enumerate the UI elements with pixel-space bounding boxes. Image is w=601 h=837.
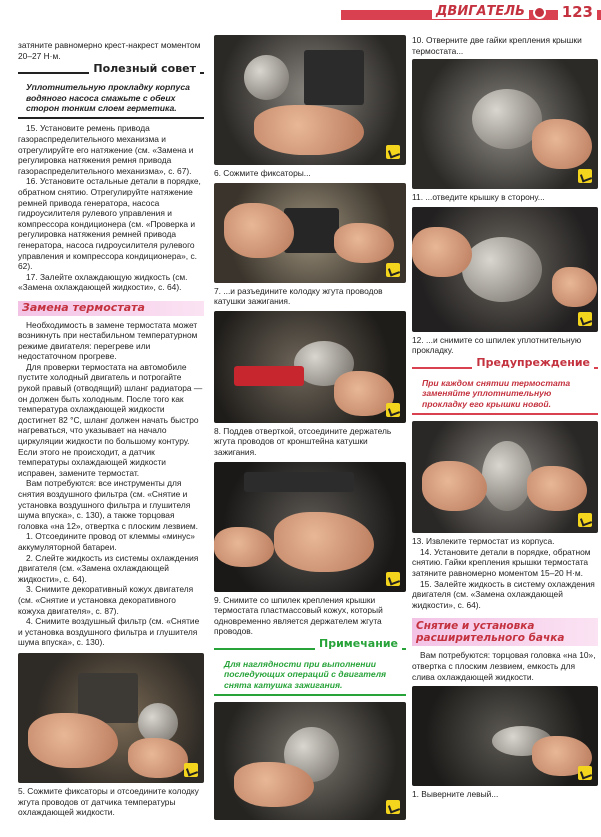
photo-step-5 <box>18 653 204 783</box>
page-header <box>0 0 601 30</box>
note-header <box>214 636 406 657</box>
column-1 <box>18 40 204 818</box>
arrow-badge-icon <box>578 513 592 527</box>
photo-caption: 7. ...и разъедините колодку жгута проводов катушки зажигания. <box>214 285 383 307</box>
photo-caption: 11. ...отведите крышку в сторону... <box>412 192 545 203</box>
warning-text: При каждом снятии термостата заменяйте уплотнительную прокладку его крышки новой. <box>412 376 598 415</box>
arrow-badge-icon <box>386 572 400 586</box>
photo-caption: 12. ...и снимите со шпилек уплотнительную прокладку. <box>412 334 582 356</box>
arrow-badge-icon <box>386 145 400 159</box>
paragraph: 17. Залейте охлаждающую жидкость (см. «Замена охлаждающей жидкости», с. 64). <box>18 271 188 293</box>
paragraph: затяните равномерно крест-накрест моментом 20–27 Н·м. <box>18 40 201 61</box>
photo-step-13 <box>412 421 598 533</box>
paragraph: Необходимость в замене термостата может возникнуть при нестабильном температурном режиме двигателя: перегреве или недостаточном прогреве. <box>18 319 198 362</box>
note-title: Примечание <box>315 639 402 650</box>
page-number: 123 <box>558 3 597 21</box>
arrow-badge-icon <box>386 403 400 417</box>
photo-step-10 <box>412 59 598 189</box>
paragraph: 16. Установите остальные детали в порядке, обратном снятию. Отрегулируйте натяжение ремней привода генератора, насоса гидроусилителя рулевого управления и компрессора кондиционера (см. «Проверка и регулировка натяжения ремней привода генератора, насоса гидроусилителя рулевого управления и компрессора кондиционера», с. 62). <box>18 176 201 272</box>
note-text: Для наглядности при выполнении последующих операций с двигателя снята катушка зажигания. <box>214 657 406 696</box>
paragraph: Вам потребуются: торцовая головка «на 10», отвертка с плоским лезвием, емкость для слива охлаждающей жидкости. <box>412 650 596 682</box>
header-dot-icon <box>533 6 546 19</box>
column-2 <box>214 40 406 823</box>
photo-step-7 <box>214 183 406 283</box>
photo-thermostat-cover <box>214 702 406 820</box>
section-heading: Замена термостата <box>18 301 204 316</box>
arrow-badge-icon <box>184 763 198 777</box>
arrow-badge-icon <box>578 169 592 183</box>
photo-caption: 13. Извлеките термостат из корпуса. <box>412 536 555 547</box>
arrow-badge-icon <box>386 800 400 814</box>
photo-caption: 9. Снимите со шпилек крепления крышки термостата пластмассовый кожух, который одновременно является держателем жгута проводов. <box>214 594 383 637</box>
paragraph: Вам потребуются: все инструменты для снятия воздушного фильтра (см. «Снятие и установка воздушного фильтра и глушителя шума впуска», с. 130), а также торцовая головка «на 12», отвертка с плоским лезвием. <box>18 478 198 531</box>
warning-header <box>412 355 598 376</box>
warning-title: Предупреждение <box>472 358 594 369</box>
photo-tank-step-1 <box>412 686 598 786</box>
step: 2. Слейте жидкость из системы охлаждения двигателя (см. «Замена охлаждающей жидкости», с. 64). <box>18 552 199 584</box>
step: 15. Залейте жидкость в систему охлаждения двигателя (см. «Замена охлаждающей жидкости», с. 64). <box>412 578 595 610</box>
photo-caption: 6. Сожмите фиксаторы... <box>214 168 311 178</box>
paragraph: 15. Установите ремень привода газораспределительного механизма и отрегулируйте его натяжение (см. «Замена и регулировка натяжения ремня привода газораспределительного механизма», с. 67). <box>18 123 194 176</box>
section-heading: Снятие и установка расширительного бачка <box>412 618 598 646</box>
arrow-badge-icon <box>386 263 400 277</box>
photo-caption: 8. Поддев отверткой, отсоедините держатель жгута проводов от кронштейна катушки зажигания. <box>214 425 392 457</box>
paragraph: Для проверки термостата на автомобиле пустите холодный двигатель и потрогайте рукой правый (отводящий) шланг радиатора — он должен быть холодным. После того как температура охлаждающей жидкости достигнет 82 °C, шланг должен начать быстро нагреваться, что указывает на начало циркуляции жидкости по большому контуру. Если этого не происходит, а датчик температуры охлаждающей жидкости исправен, замените термостат. <box>18 361 203 478</box>
photo-step-11 <box>412 207 598 332</box>
photo-caption: 1. Выверните левый... <box>412 789 499 800</box>
step: 1. Отсоедините провод от клеммы «минус» аккумуляторной батареи. <box>18 531 195 552</box>
photo-step-6 <box>214 35 406 165</box>
arrow-badge-icon <box>578 312 592 326</box>
tip-text: Уплотнительную прокладку корпуса водяного насоса смажьте с обеих сторон тонким слоем герметика. <box>18 79 204 119</box>
step: 3. Снимите декоративный кожух двигателя (см. «Снятие и установка декоративного кожуха двигателя», с. 87). <box>18 584 194 616</box>
photo-caption: 10. Отверните две гайки крепления крышки термостата... <box>412 35 582 56</box>
arrow-badge-icon <box>578 766 592 780</box>
photo-caption: 5. Сожмите фиксаторы и отсоедините колодку жгута проводов от датчика температуры охлаждающей жидкости. <box>18 785 199 818</box>
tip-title: Полезный совет <box>89 64 200 75</box>
section-title: ДВИГАТЕЛЬ <box>432 4 529 19</box>
step: 14. Установите детали в порядке, обратном снятию. Гайки крепления крышки термостата затяните равномерно моментом 15–20 Н·м. <box>412 546 591 578</box>
photo-step-9 <box>214 462 406 592</box>
column-3 <box>412 35 598 800</box>
tip-header <box>18 62 204 79</box>
photo-step-8 <box>214 311 406 423</box>
step: 4. Снимите воздушный фильтр (см. «Снятие и установка воздушного фильтра и глушителя шума впуска», с. 130). <box>18 616 200 648</box>
